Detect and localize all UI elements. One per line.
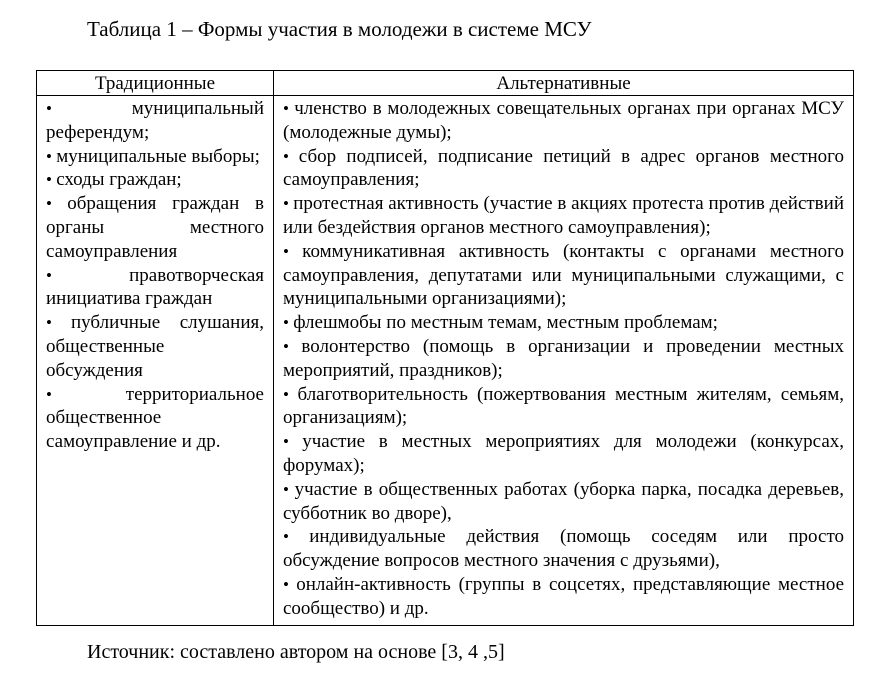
bullet-icon: •	[46, 265, 130, 285]
bullet-item: • сбор подписей, подписание петиций в адрес органов местного самоуправления;	[283, 145, 845, 191]
column-header-traditional: Традиционные	[37, 71, 274, 96]
bullet-icon: •	[46, 194, 68, 214]
body-row	[37, 96, 854, 626]
bullet-item: • членство в молодежных совещательных органах при органах МСУ (молодежные думы);	[283, 98, 844, 143]
bullet-icon: •	[283, 194, 294, 214]
bullet-icon: •	[283, 479, 295, 499]
bullet-item: • коммуникативная активность (контакты с органами местного самоуправления, депутатами или муниципальными служащими, с муниципальными организациями);	[283, 240, 844, 310]
bullet-item: • участие в местных мероприятиях для молодежи (конкурсах, форумах);	[283, 431, 844, 476]
bullet-icon: •	[283, 527, 310, 547]
bullet-icon: •	[46, 384, 126, 404]
alternative-cell	[274, 96, 854, 626]
bullet-icon: •	[46, 170, 57, 190]
bullet-item: • территориальное общественное самоуправление и др.	[46, 383, 264, 453]
bullet-icon: •	[283, 241, 303, 261]
column-header-alternative: Альтернативные	[274, 71, 854, 96]
header-row	[37, 71, 854, 96]
bullet-item: • муниципальный референдум;	[46, 98, 264, 143]
bullet-icon: •	[46, 146, 57, 166]
bullet-item: • флешмобы по местным темам, местным проблемам;	[283, 312, 718, 334]
bullet-item: • волонтерство (помощь в организации и проведении местных мероприятий, праздников);	[283, 335, 844, 381]
bullet-item: • публичные слушания, общественные обсуждения	[46, 312, 264, 381]
bullet-icon: •	[283, 384, 298, 404]
bullet-item: • благотворительность (пожертвования местным жителям, семьям, организациям);	[283, 383, 844, 429]
bullet-item: • правотворческая инициатива граждан	[46, 264, 264, 310]
bullet-item: • муниципальные выборы;	[46, 145, 260, 167]
bullet-icon: •	[283, 336, 302, 356]
bullet-icon: •	[283, 146, 299, 166]
bullet-icon: •	[283, 574, 297, 594]
bullet-icon: •	[46, 99, 132, 118]
bullet-item: • участие в общественных работах (уборка парка, посадка деревьев, субботник во дворе),	[283, 478, 845, 524]
bullet-icon: •	[46, 313, 71, 333]
bullet-item: • индивидуальные действия (помощь соседям или просто обсуждение вопросов местного значения с друзьями),	[283, 526, 844, 572]
source-note: Источник: составлено автором на основе [3, 4 ,5]	[87, 641, 505, 663]
bullet-icon: •	[283, 313, 294, 333]
bullet-icon: •	[283, 99, 295, 118]
bullet-item: • протестная активность (участие в акциях протеста против действий или бездействия органов местного самоуправления);	[283, 193, 844, 238]
traditional-cell	[37, 96, 274, 626]
bullet-item: • обращения граждан в органы местного самоуправления	[46, 193, 264, 262]
table-caption: Таблица 1 – Формы участия в молодежи в системе МСУ	[87, 17, 592, 41]
participation-table	[36, 70, 854, 626]
bullet-icon: •	[283, 432, 303, 452]
bullet-item: • онлайн-активность (группы в соцсетях, представляющие местное сообщество) и др.	[283, 573, 845, 619]
bullet-item: • сходы граждан;	[46, 169, 182, 191]
